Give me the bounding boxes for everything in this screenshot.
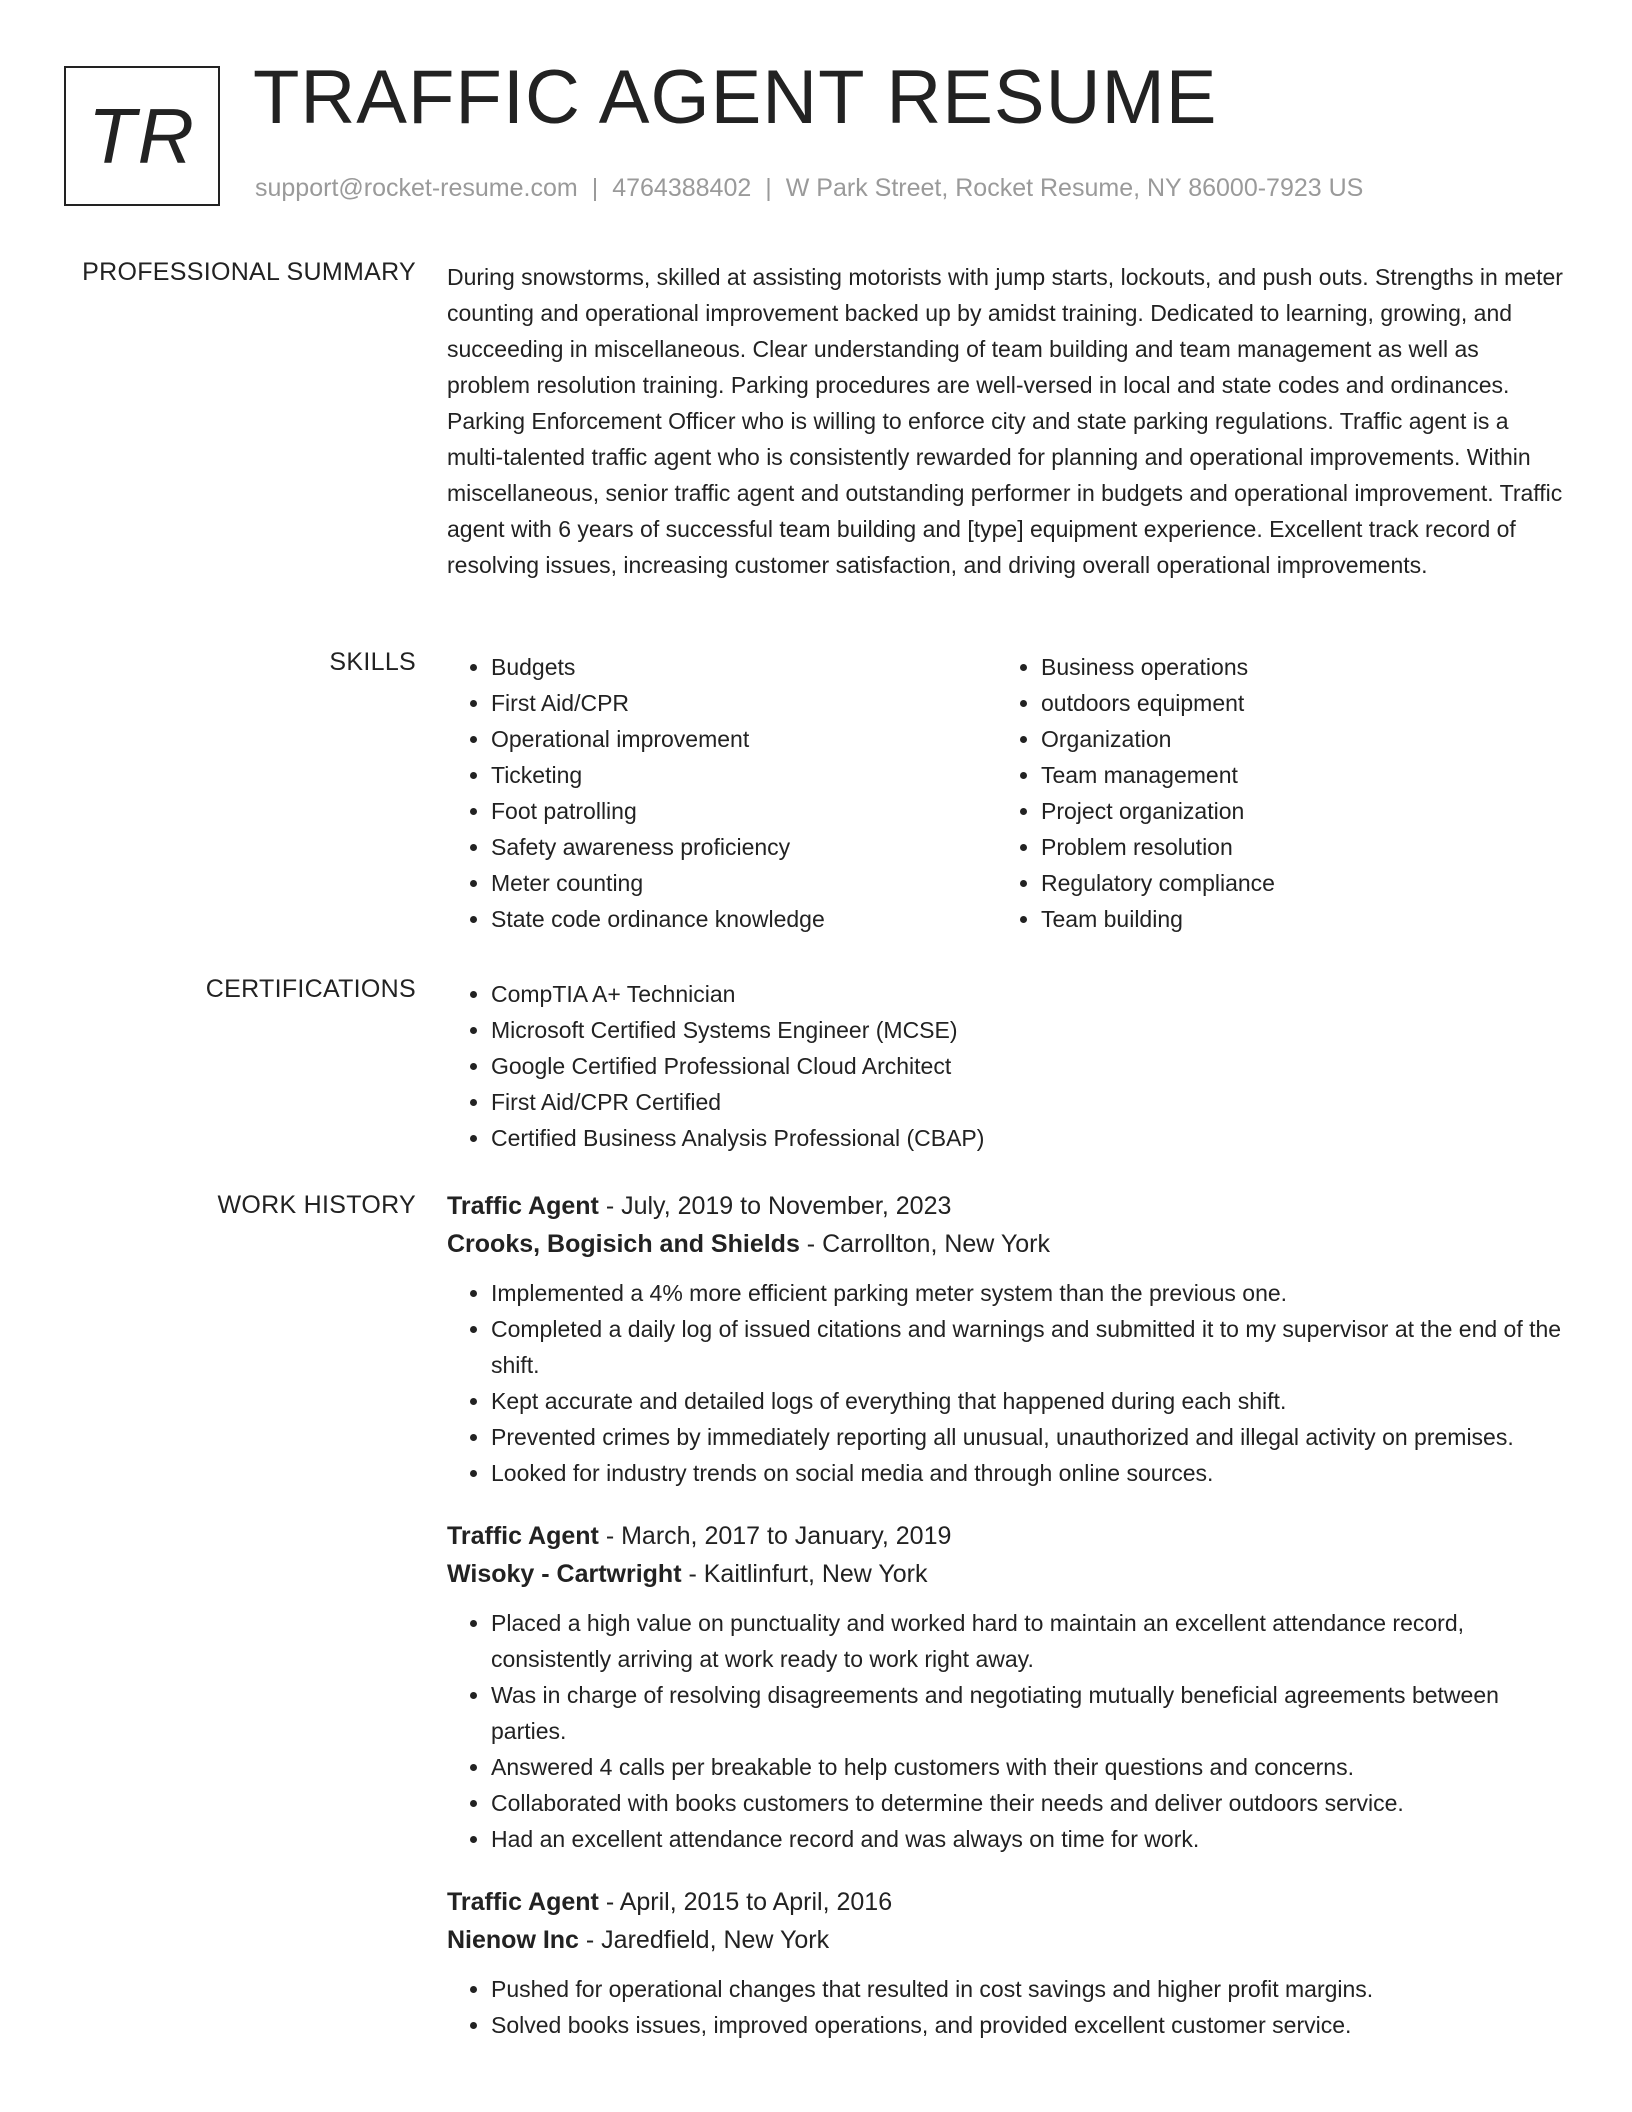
job-company-line <box>447 1225 1567 1263</box>
work-history-heading: WORK HISTORY <box>217 1191 416 1219</box>
job-bullet: • Implemented a 4% more efficient parking meter system than the previous one. <box>491 1275 1567 1311</box>
certifications-section <box>447 976 1567 1156</box>
skill-item: • Foot patrolling <box>491 793 997 829</box>
job-bullets <box>447 1275 1567 1491</box>
job-dates: - March, 2017 to January, 2019 <box>598 1522 952 1550</box>
skill-item: • outdoors equipment <box>1041 685 1547 721</box>
job-bullet: • Solved books issues, improved operations, and provided excellent customer service. <box>491 2007 1567 2043</box>
skill-item: • Problem resolution <box>1041 829 1547 865</box>
job-bullet: • Was in charge of resolving disagreements and negotiating mutually beneficial agreements between parties. <box>491 1677 1567 1749</box>
skills-section <box>447 649 1567 937</box>
summary-heading: PROFESSIONAL SUMMARY <box>82 258 416 286</box>
job-bullet: • Placed a high value on punctuality and worked hard to maintain an excellent attendance record, consistently arriving at work ready to work right away. <box>491 1605 1567 1677</box>
job-title-line <box>447 1187 1567 1225</box>
summary-section <box>447 259 1567 583</box>
contact-phone: 4764388402 <box>612 174 752 202</box>
job-bullet: • Collaborated with books customers to determine their needs and deliver outdoors service. <box>491 1785 1567 1821</box>
job-company: Nienow Inc <box>447 1926 579 1954</box>
certifications-heading: CERTIFICATIONS <box>205 975 416 1003</box>
certification-item: • First Aid/CPR Certified <box>491 1084 1567 1120</box>
skills-heading: SKILLS <box>329 648 416 676</box>
contact-separator: | <box>591 174 599 202</box>
job-title-line <box>447 1517 1567 1555</box>
skill-item: • First Aid/CPR <box>491 685 997 721</box>
skills-list-left <box>447 649 997 937</box>
job-title-line <box>447 1883 1567 1921</box>
certification-item: • Certified Business Analysis Professional (CBAP) <box>491 1120 1567 1156</box>
monogram-logo: TR <box>64 66 220 206</box>
job-bullet: • Kept accurate and detailed logs of everything that happened during each shift. <box>491 1383 1567 1419</box>
skill-item: • Business operations <box>1041 649 1547 685</box>
job-company-line <box>447 1555 1567 1593</box>
work-history-section <box>447 1187 1567 2069</box>
job-bullet: • Prevented crimes by immediately reporting all unusual, unauthorized and illegal activity on premises. <box>491 1419 1567 1455</box>
contact-address: W Park Street, Rocket Resume, NY 86000-7923 US <box>785 174 1364 202</box>
contact-line <box>255 174 1363 203</box>
job-location: - Carrollton, New York <box>799 1230 1050 1258</box>
job-title: Traffic Agent <box>447 1192 599 1220</box>
certification-item: • Google Certified Professional Cloud Architect <box>491 1048 1567 1084</box>
job-bullet: • Had an excellent attendance record and was always on time for work. <box>491 1821 1567 1857</box>
page-title: TRAFFIC AGENT RESUME <box>253 55 1218 140</box>
contact-email: support@rocket-resume.com <box>255 174 578 202</box>
skill-item: • Safety awareness proficiency <box>491 829 997 865</box>
contact-separator: | <box>765 174 772 202</box>
job-entry <box>447 1187 1567 1491</box>
job-bullet: • Completed a daily log of issued citations and warnings and submitted it to my supervisor at the end of the shift. <box>491 1311 1567 1383</box>
job-company-line <box>447 1921 1567 1959</box>
job-dates: - April, 2015 to April, 2016 <box>598 1888 893 1916</box>
certifications-list <box>447 976 1567 1156</box>
skill-item: • Budgets <box>491 649 997 685</box>
summary-text: During snowstorms, skilled at assisting motorists with jump starts, lockouts, and push outs. Strengths in meter counting and operational improvement backed up by amidst training. Dedicated to learning, growing, and succeeding in miscellaneous. Clear understanding of team building and team management as well as problem resolution training. Parking procedures are well-versed in local and state codes and ordinances. Parking Enforcement Officer who is willing to enforce city and state parking regulations. Traffic agent is a multi-talented traffic agent who is consistently rewarded for planning and operational improvements. Within miscellaneous, senior traffic agent and outstanding performer in budgets and operational improvement. Traffic agent with 6 years of successful team building and [type] equipment experience. Excellent track record of resolving issues, increasing customer satisfaction, and driving overall operational improvements. <box>447 264 1563 578</box>
job-location: - Jaredfield, New York <box>578 1926 830 1954</box>
job-dates: - July, 2019 to November, 2023 <box>598 1192 952 1220</box>
job-bullet: • Answered 4 calls per breakable to help customers with their questions and concerns. <box>491 1749 1567 1785</box>
skill-item: • State code ordinance knowledge <box>491 901 997 937</box>
skill-item: • Project organization <box>1041 793 1547 829</box>
job-title: Traffic Agent <box>447 1888 599 1916</box>
skill-item: • Team building <box>1041 901 1547 937</box>
job-bullet: • Pushed for operational changes that resulted in cost savings and higher profit margins. <box>491 1971 1567 2007</box>
job-entry <box>447 1517 1567 1857</box>
job-company: Wisoky - Cartwright <box>447 1560 682 1588</box>
skills-list-right <box>997 649 1547 937</box>
job-company: Crooks, Bogisich and Shields <box>447 1230 800 1258</box>
job-bullet: • Looked for industry trends on social media and through online sources. <box>491 1455 1567 1491</box>
job-bullets <box>447 1971 1567 2043</box>
job-title: Traffic Agent <box>447 1522 599 1550</box>
skill-item: • Team management <box>1041 757 1547 793</box>
job-location: - Kaitlinfurt, New York <box>681 1560 928 1588</box>
skill-item: • Organization <box>1041 721 1547 757</box>
certification-item: • CompTIA A+ Technician <box>491 976 1567 1012</box>
skill-item: • Meter counting <box>491 865 997 901</box>
skill-item: • Operational improvement <box>491 721 997 757</box>
certification-item: • Microsoft Certified Systems Engineer (MCSE) <box>491 1012 1567 1048</box>
skill-item: • Regulatory compliance <box>1041 865 1547 901</box>
job-bullets <box>447 1605 1567 1857</box>
job-entry <box>447 1883 1567 2043</box>
skill-item: • Ticketing <box>491 757 997 793</box>
